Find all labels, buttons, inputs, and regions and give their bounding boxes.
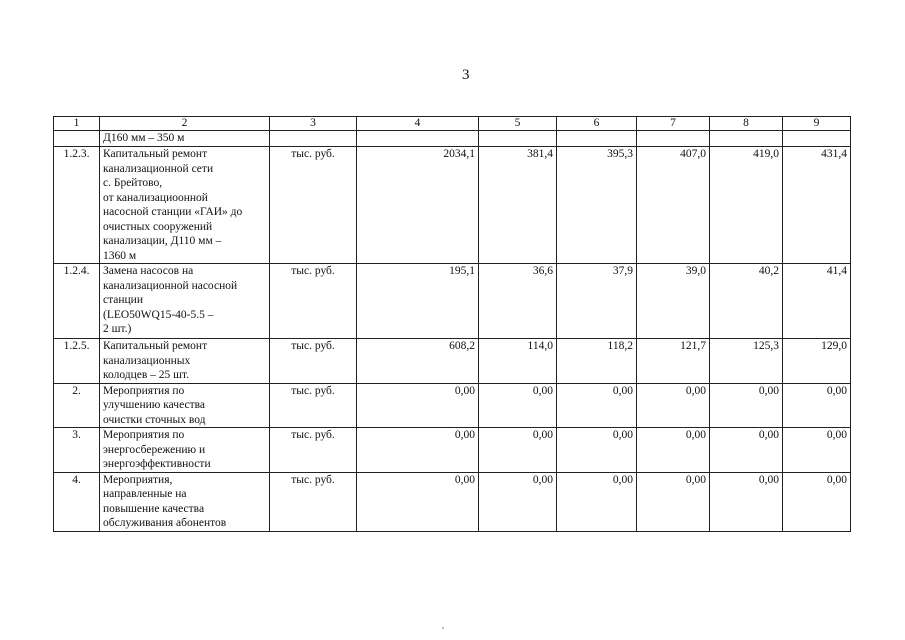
measure-name-line: канализационной насосной	[103, 279, 238, 292]
header-cell: 1	[54, 117, 100, 131]
value-cell: 0,00	[637, 428, 710, 473]
table-row	[54, 339, 851, 384]
row-number-cell: 2.	[54, 383, 100, 428]
row-number-cell: 4.	[54, 472, 100, 531]
value-cell: 0,00	[557, 472, 637, 531]
value-cell: 129,0	[783, 339, 851, 384]
value-cell: 407,0	[637, 147, 710, 264]
scan-speck	[442, 627, 444, 629]
row-number-cell: 1.2.5.	[54, 339, 100, 384]
value-cell: 37,9	[557, 264, 637, 339]
table-row	[54, 131, 851, 147]
measure-name-cell	[100, 147, 270, 264]
row-number-cell: 3.	[54, 428, 100, 473]
measure-name-line: станции	[103, 294, 143, 306]
value-cell: 39,0	[637, 264, 710, 339]
value-cell: 0,00	[637, 383, 710, 428]
measure-name-line: Капитальный ремонт	[103, 148, 208, 160]
header-cell: 3	[270, 117, 357, 131]
value-cell: 0,00	[357, 428, 479, 473]
measure-name-line: канализационной сети	[103, 162, 214, 175]
row-number-cell	[54, 131, 100, 147]
header-cell: 7	[637, 117, 710, 131]
value-cell: 0,00	[710, 428, 783, 473]
table-row	[54, 472, 851, 531]
value-cell: 0,00	[479, 428, 557, 473]
value-cell	[783, 131, 851, 147]
row-number-cell: 1.2.4.	[54, 264, 100, 339]
value-cell: 36,6	[479, 264, 557, 339]
value-cell: 0,00	[783, 428, 851, 473]
data-table	[53, 116, 851, 532]
value-cell: 118,2	[557, 339, 637, 384]
value-cell: 431,4	[783, 147, 851, 264]
measure-name-line: Мероприятия по	[103, 429, 185, 441]
value-cell	[557, 131, 637, 147]
measure-name-line: Д160 мм – 350 м	[103, 132, 185, 144]
unit-cell: тыс. руб.	[270, 472, 357, 531]
measure-name-cell	[100, 428, 270, 473]
measure-name-cell	[100, 339, 270, 384]
measure-name-cell	[100, 383, 270, 428]
page-number: 3	[462, 67, 470, 83]
table-row	[54, 147, 851, 264]
row-number-cell: 1.2.3.	[54, 147, 100, 264]
measure-name-line: очистных сооружений	[103, 220, 213, 233]
value-cell: 121,7	[637, 339, 710, 384]
value-cell	[710, 131, 783, 147]
value-cell: 0,00	[557, 428, 637, 473]
measure-name-line: канализации, Д110 мм –	[103, 235, 222, 247]
value-cell: 114,0	[479, 339, 557, 384]
value-cell: 0,00	[357, 383, 479, 428]
value-cell: 0,00	[783, 383, 851, 428]
value-cell: 381,4	[479, 147, 557, 264]
header-cell: 5	[479, 117, 557, 131]
measure-name-line: колодцев – 25 шт.	[103, 369, 190, 381]
measure-name-line: Капитальный ремонт	[103, 340, 208, 352]
measure-name-cell	[100, 264, 270, 339]
value-cell: 41,4	[783, 264, 851, 339]
measure-name-cell	[100, 472, 270, 531]
unit-cell: тыс. руб.	[270, 147, 357, 264]
value-cell: 0,00	[479, 383, 557, 428]
value-cell: 125,3	[710, 339, 783, 384]
table-row	[54, 383, 851, 428]
value-cell	[479, 131, 557, 147]
header-cell: 8	[710, 117, 783, 131]
value-cell: 2034,1	[357, 147, 479, 264]
value-cell: 419,0	[710, 147, 783, 264]
unit-cell: тыс. руб.	[270, 383, 357, 428]
value-cell: 0,00	[783, 472, 851, 531]
value-cell: 395,3	[557, 147, 637, 264]
value-cell: 608,2	[357, 339, 479, 384]
header-cell: 4	[357, 117, 479, 131]
measure-name-line: насосной станции «ГАИ» до	[103, 206, 243, 218]
unit-cell	[270, 131, 357, 147]
unit-cell: тыс. руб.	[270, 339, 357, 384]
value-cell: 0,00	[357, 472, 479, 531]
measure-name-line: направленные на	[103, 488, 187, 500]
measure-name-line: Мероприятия,	[103, 473, 173, 486]
value-cell: 0,00	[557, 383, 637, 428]
measure-name-line: 2 шт.)	[103, 323, 132, 335]
measure-name-cell	[100, 131, 270, 147]
measure-name-line: с. Брейтово,	[103, 177, 163, 189]
measure-name-line: повышение качества	[103, 502, 205, 515]
value-cell: 0,00	[710, 383, 783, 428]
value-cell: 195,1	[357, 264, 479, 339]
measure-name-line: Мероприятия по	[103, 384, 185, 397]
table-row	[54, 264, 851, 339]
measure-name-line: очистки сточных вод	[103, 413, 206, 426]
header-cell: 9	[783, 117, 851, 131]
measure-name-line: улучшению качества	[103, 399, 205, 411]
header-cell: 6	[557, 117, 637, 131]
measure-name-line: (LEO50WQ15-40-5.5 –	[103, 308, 214, 321]
unit-cell: тыс. руб.	[270, 264, 357, 339]
value-cell: 0,00	[637, 472, 710, 531]
measure-name-line: 1360 м	[103, 249, 137, 262]
measure-name-line: канализационных	[103, 354, 191, 367]
value-cell: 0,00	[710, 472, 783, 531]
table-header-row	[54, 117, 851, 131]
value-cell	[357, 131, 479, 147]
measure-name-line: энергоэффективности	[103, 458, 211, 470]
table-row	[54, 428, 851, 473]
value-cell: 0,00	[479, 472, 557, 531]
unit-cell: тыс. руб.	[270, 428, 357, 473]
measure-name-line: обслуживания абонентов	[103, 517, 227, 529]
value-cell: 40,2	[710, 264, 783, 339]
value-cell	[637, 131, 710, 147]
header-cell: 2	[100, 117, 270, 131]
measure-name-line: от канализациоонной	[103, 191, 208, 204]
measure-name-line: Замена насосов на	[103, 265, 194, 277]
measure-name-line: энергосбережению и	[103, 443, 206, 456]
